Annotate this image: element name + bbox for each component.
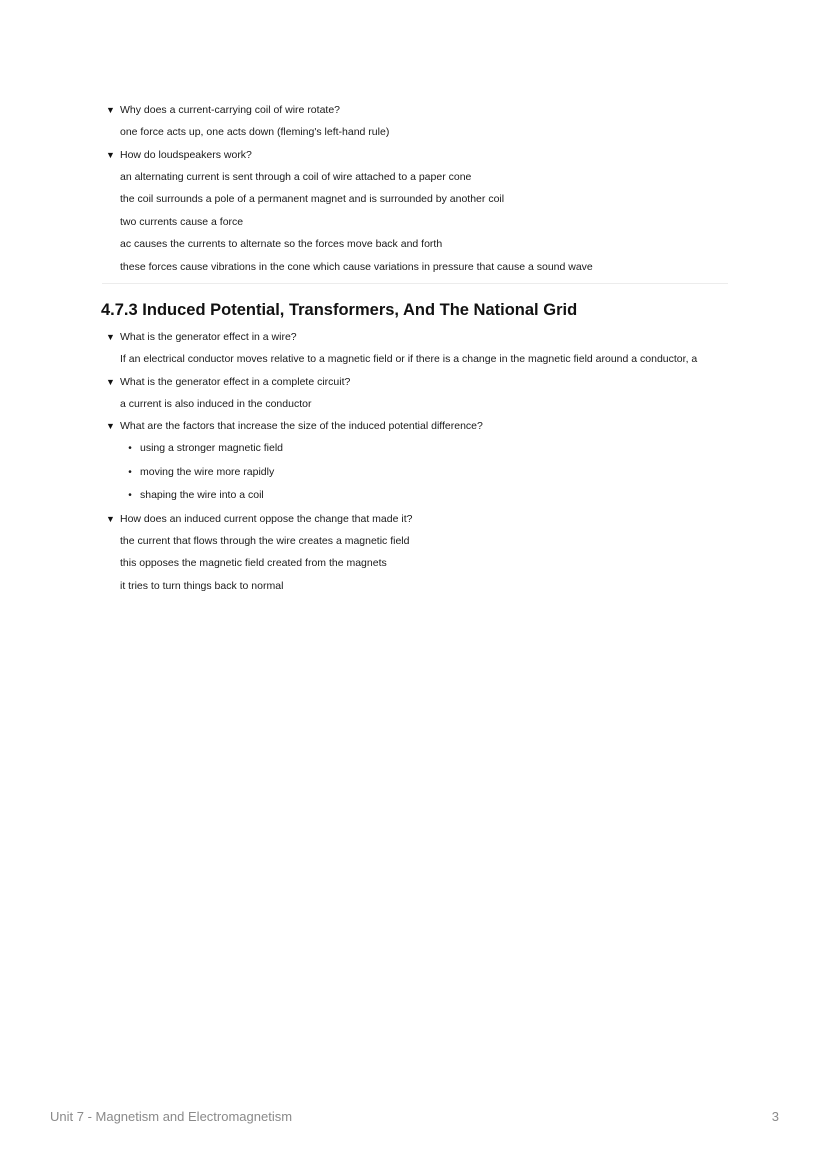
toggle-body (106, 393, 728, 416)
toggle-body (106, 166, 728, 279)
toggle-arrow-icon[interactable]: ▼ (106, 105, 115, 115)
page-content (101, 99, 728, 597)
toggle-body (106, 121, 728, 144)
toggle-body (106, 437, 728, 508)
toggle-arrow-icon[interactable]: ▼ (106, 513, 115, 524)
toggle-block (106, 326, 728, 371)
bullet-icon: • (128, 466, 132, 478)
toggle-question: What is the generator effect in a wire? (120, 331, 297, 343)
toggle-summary[interactable] (106, 371, 728, 393)
answer-paragraph: it tries to turn things back to normal (120, 579, 284, 592)
toggle-body (106, 348, 728, 371)
section-heading: 4.7.3 Induced Potential, Transformers, And The National Grid (101, 301, 578, 319)
bullet-list (120, 437, 728, 508)
bullet-text: shaping the wire into a coil (140, 489, 264, 501)
toggle-body (106, 530, 728, 598)
toggle-question: Why does a current-carrying coil of wire rotate? (120, 104, 341, 116)
list-item (120, 437, 728, 461)
toggle-summary[interactable] (106, 508, 728, 530)
toggle-summary[interactable] (106, 415, 728, 437)
answer-paragraph: two currents cause a force (120, 215, 244, 228)
list-item (120, 484, 728, 508)
toggle-block (106, 99, 728, 144)
list-item (120, 461, 728, 485)
toggle-question: What are the factors that increase the size of the induced potential difference? (120, 420, 483, 432)
bullet-text: using a stronger magnetic field (140, 442, 283, 454)
answer-paragraph: one force acts up, one acts down (fleming's left-hand rule) (120, 126, 390, 138)
answer-paragraph: the current that flows through the wire creates a magnetic field (120, 534, 410, 547)
toggle-summary[interactable] (106, 99, 728, 121)
answer-paragraph: this opposes the magnetic field created from the magnets (120, 557, 387, 569)
toggle-summary[interactable] (106, 144, 728, 166)
bullet-text: moving the wire more rapidly (140, 465, 275, 478)
answer-paragraph: an alternating current is sent through a coil of wire attached to a paper cone (120, 170, 472, 183)
toggle-block (106, 508, 728, 598)
answer-paragraph: ac causes the currents to alternate so the forces move back and forth (120, 238, 443, 250)
toggle-arrow-icon[interactable]: ▼ (106, 421, 115, 431)
answer-paragraph: a current is also induced in the conductor (120, 397, 312, 410)
answer-paragraph: these forces cause vibrations in the cone which cause variations in pressure that cause a sound wave (120, 260, 593, 273)
toggle-summary[interactable] (106, 326, 728, 348)
divider (102, 283, 728, 284)
footer-title: Unit 7 - Magnetism and Electromagnetism (50, 1109, 293, 1124)
toggle-question: How does an induced current oppose the change that made it? (120, 512, 413, 525)
toggle-arrow-icon[interactable]: ▼ (106, 149, 115, 160)
toggle-question: How do loudspeakers work? (120, 148, 252, 161)
bullet-icon: • (128, 443, 132, 454)
toggle-block (106, 415, 728, 508)
page-number: 3 (771, 1109, 779, 1124)
answer-paragraph: If an electrical conductor moves relative to a magnetic field or if there is a change in the magnetic field around a conductor, a (120, 353, 698, 365)
answer-paragraph: the coil surrounds a pole of a permanent magnet and is surrounded by another coil (120, 193, 505, 205)
toggle-block (106, 144, 728, 279)
toggle-block (106, 371, 728, 416)
toggle-arrow-icon[interactable]: ▼ (106, 376, 115, 387)
bullet-icon: • (128, 490, 132, 501)
toggle-question: What is the generator effect in a complete circuit? (120, 375, 351, 388)
toggle-arrow-icon[interactable]: ▼ (106, 332, 115, 342)
